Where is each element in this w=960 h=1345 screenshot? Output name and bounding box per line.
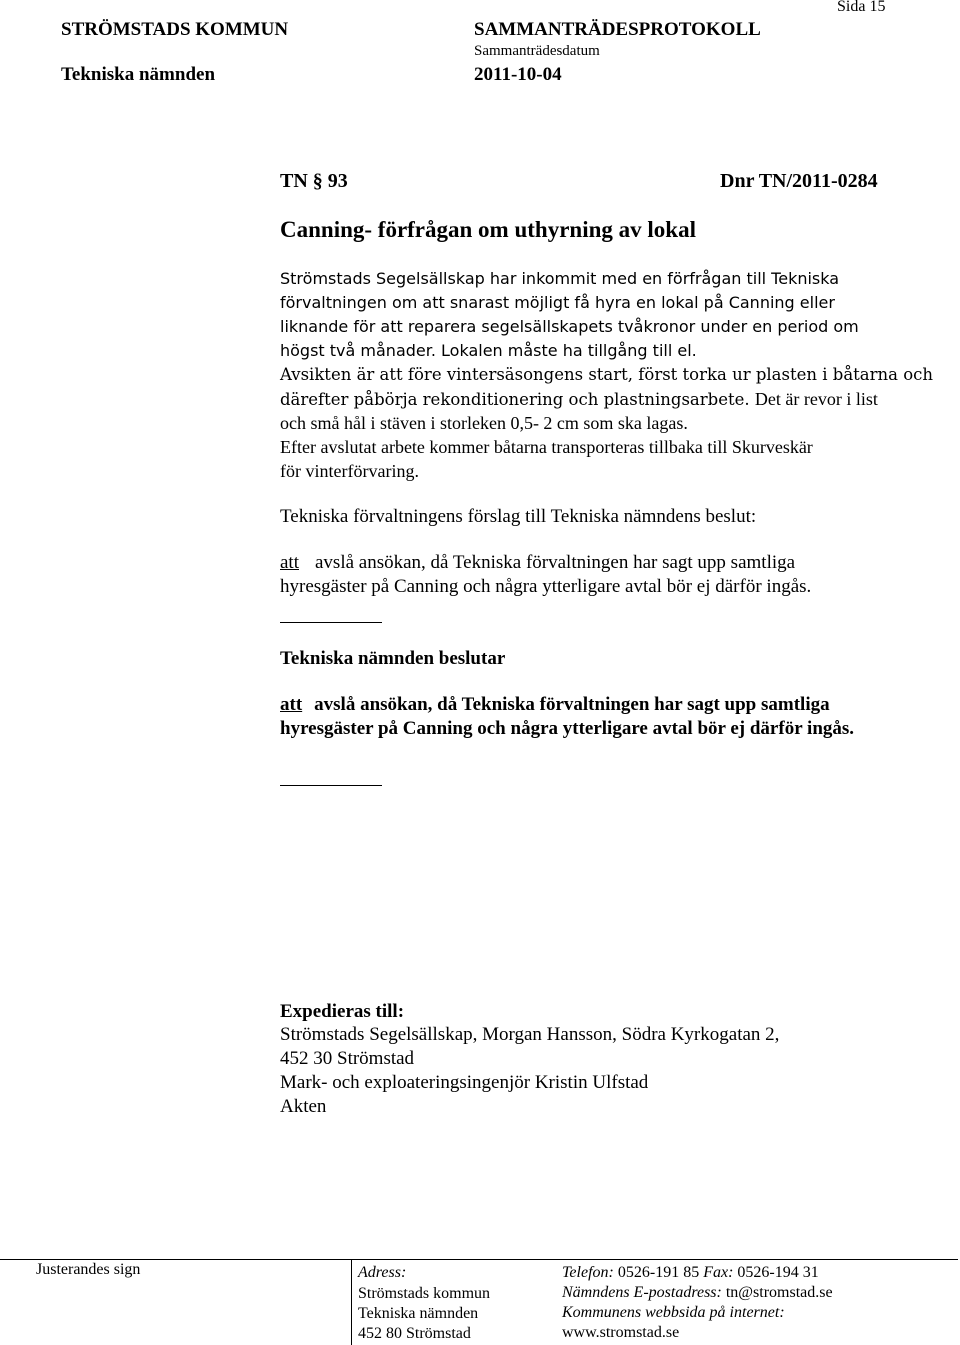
meeting-date: 2011-10-04 <box>474 64 562 85</box>
email-link[interactable]: tn@stromstad.se <box>725 1284 833 1301</box>
decision-line-2: hyresgäster på Canning och några ytterligare avtal bör ej därför ingås. <box>280 718 855 739</box>
municipality-name: STRÖMSTADS KOMMUN <box>61 19 289 40</box>
dispatch-recipient: Mark- och exploateringsingenjör Kristin Ulfstad <box>280 1072 649 1093</box>
body-paragraph-1 <box>280 267 859 363</box>
proposal-line-1: att avslå ansökan, då Tekniska förvaltningen har sagt upp samtliga <box>280 552 796 573</box>
decision-line-1: att avslå ansökan, då Tekniska förvaltningen har sagt upp samtliga <box>280 694 830 715</box>
signature-label: Justerandes sign <box>36 1261 141 1278</box>
dispatch-recipient: 452 30 Strömstad <box>280 1048 415 1069</box>
separator-line <box>280 622 382 623</box>
email-line: Nämndens E-postadress: tn@stromstad.se <box>562 1284 833 1301</box>
item-title: Canning- förfrågan om uthyrning av lokal <box>280 217 696 242</box>
text-line: och små hål i stäven i storleken 0,5- 2 cm som ska lagas. <box>280 413 688 433</box>
proposal-line-2: hyresgäster på Canning och några ytterligare avtal bör ej därför ingås. <box>280 576 812 597</box>
address-line: 452 80 Strömstad <box>358 1325 471 1342</box>
proposal-heading: Tekniska förvaltningens förslag till Tekniska nämndens beslut: <box>280 506 757 527</box>
diary-number: Dnr TN/2011-0284 <box>720 170 878 192</box>
footer-divider <box>351 1259 352 1345</box>
website-label: Kommunens webbsida på internet: <box>562 1304 785 1321</box>
item-number: TN § 93 <box>280 170 348 192</box>
address-line: Strömstads kommun <box>358 1285 491 1302</box>
text-line: därefter påbörja rekonditionering och plastningsarbete. Det är revor i list <box>280 389 878 409</box>
separator-line <box>280 785 382 786</box>
body-paragraph-3 <box>280 411 813 483</box>
dispatch-list <box>280 1023 779 1119</box>
decision-heading: Tekniska nämnden beslutar <box>280 648 506 669</box>
body-paragraph-2 <box>280 363 933 412</box>
text-line: Strömstads Segelsällskap har inkommit med en förfrågan till Tekniska <box>280 269 840 288</box>
text-line: för vinterförvaring. <box>280 461 419 481</box>
page-number: Sida 15 <box>837 0 886 15</box>
website-link[interactable]: www.stromstad.se <box>562 1324 680 1341</box>
phone-fax-line: Telefon: 0526-191 85 Fax: 0526-194 31 <box>562 1264 819 1281</box>
address-line: Tekniska nämnden <box>358 1305 479 1322</box>
dispatch-recipient: Strömstads Segelsällskap, Morgan Hansson, Södra Kyrkogatan 2, <box>280 1024 780 1045</box>
footer-rule <box>0 1259 958 1260</box>
dispatch-recipient: Akten <box>280 1096 327 1117</box>
text-line: förvaltningen om att snarast möjligt få hyra en lokal på Canning eller <box>280 293 835 312</box>
address-label: Adress: <box>358 1264 407 1281</box>
text-line: Avsikten är att före vintersäsongens start, först torka ur plasten i båtarna och <box>280 365 934 384</box>
document-type: SAMMANTRÄDESPROTOKOLL <box>474 19 761 40</box>
text-line: Efter avslutat arbete kommer båtarna transporteras tillbaka till Skurveskär <box>280 437 813 457</box>
meeting-date-label: Sammanträdesdatum <box>474 43 600 59</box>
committee-name: Tekniska nämnden <box>61 64 216 85</box>
address-block <box>358 1284 490 1344</box>
text-line: högst två månader. Lokalen måste ha tillgång till el. <box>280 341 697 360</box>
dispatch-heading: Expedieras till: <box>280 1001 405 1022</box>
text-line: liknande för att reparera segelsällskapets tvåkronor under en period om <box>280 317 859 336</box>
